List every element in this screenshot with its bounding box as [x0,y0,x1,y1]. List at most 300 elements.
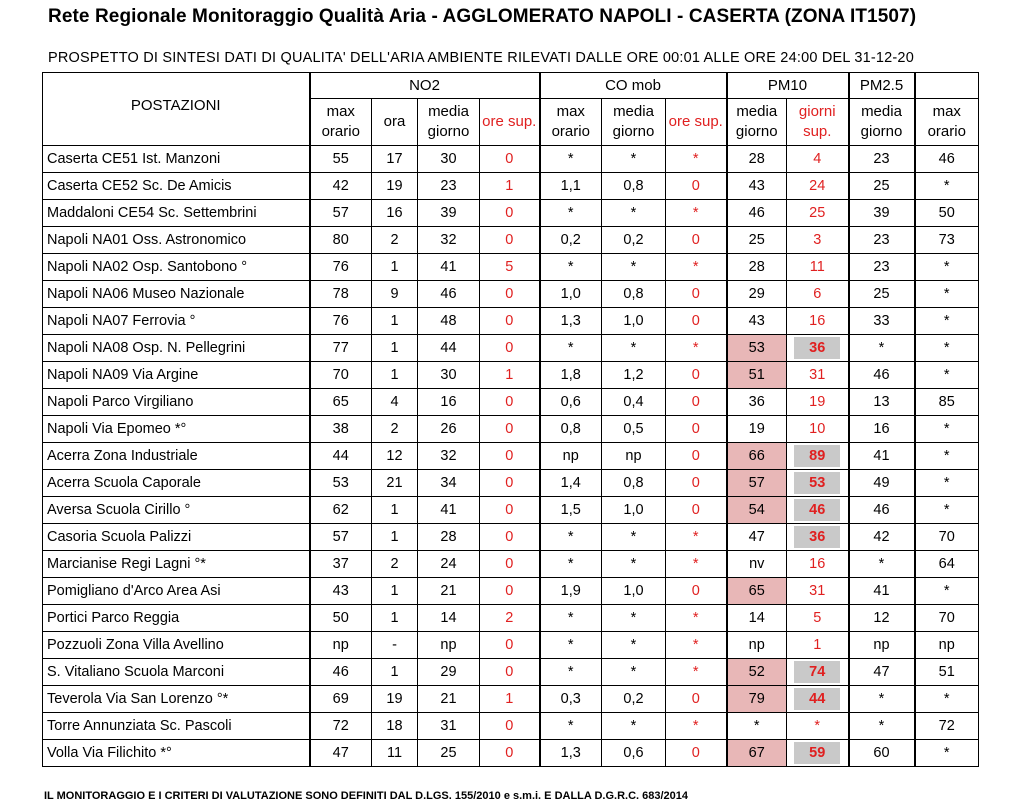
extra-max-orario-cell: * [915,173,979,200]
no2-media-giorno-cell: 30 [418,362,480,389]
no2-media-giorno-cell: 39 [418,200,480,227]
subheader-no2-max-orario: max orario [310,99,372,146]
station-name-cell: Napoli Parco Virgiliano [43,389,310,416]
no2-media-giorno-cell: 26 [418,416,480,443]
subheader-no2-ore-sup: ore sup. [480,99,540,146]
no2-ore-sup-cell: 0 [480,389,540,416]
no2-media-giorno-cell: 41 [418,497,480,524]
no2-ora-cell: 1 [372,578,418,605]
pm10-media-giorno-cell: 51 [727,362,787,389]
subheader-pm10-media-giorno: media giorno [727,99,787,146]
pm10-giorni-sup-cell [787,497,849,524]
pm25-media-giorno-cell: 60 [849,740,915,767]
extra-max-orario-cell: 72 [915,713,979,740]
co-media-giorno-cell: * [602,254,666,281]
extra-max-orario-cell: * [915,578,979,605]
table-row [43,497,979,524]
no2-media-giorno-cell: 30 [418,146,480,173]
station-name-cell: Caserta CE52 Sc. De Amicis [43,173,310,200]
station-name-cell: Napoli NA07 Ferrovia ° [43,308,310,335]
co-ore-sup-cell: * [666,632,727,659]
pm10-giorni-sup-highlight: 44 [794,688,840,710]
no2-ore-sup-cell: 0 [480,227,540,254]
co-media-giorno-cell: * [602,632,666,659]
group-header-co-mob: CO mob [540,73,727,99]
postazioni-header: POSTAZIONI [43,73,310,146]
co-media-giorno-cell: 1,2 [602,362,666,389]
no2-max-orario-cell: 78 [310,281,372,308]
pm10-media-giorno-cell: 43 [727,173,787,200]
station-name-cell: Casoria Scuola Palizzi [43,524,310,551]
no2-ore-sup-cell: 0 [480,416,540,443]
co-media-giorno-cell: 0,4 [602,389,666,416]
co-max-orario-cell: * [540,605,602,632]
pm10-giorni-sup-cell: 31 [787,362,849,389]
extra-max-orario-cell: * [915,281,979,308]
table-row [43,308,979,335]
co-max-orario-cell: * [540,659,602,686]
co-max-orario-cell: 1,1 [540,173,602,200]
pm10-media-giorno-cell: 47 [727,524,787,551]
co-media-giorno-cell: 0,8 [602,281,666,308]
no2-max-orario-cell: 44 [310,443,372,470]
station-name-cell: Acerra Zona Industriale [43,443,310,470]
no2-ora-cell: 1 [372,308,418,335]
co-media-giorno-cell: 0,8 [602,470,666,497]
no2-max-orario-cell: 80 [310,227,372,254]
extra-max-orario-cell: * [915,254,979,281]
pm25-media-giorno-cell: 41 [849,443,915,470]
co-ore-sup-cell: * [666,254,727,281]
no2-media-giorno-cell: 24 [418,551,480,578]
no2-media-giorno-cell: np [418,632,480,659]
pm10-media-giorno-cell: 52 [727,659,787,686]
pm25-media-giorno-cell: 12 [849,605,915,632]
pm25-media-giorno-cell: * [849,551,915,578]
co-media-giorno-cell: 0,8 [602,173,666,200]
co-max-orario-cell: * [540,551,602,578]
co-ore-sup-cell: 0 [666,416,727,443]
table-row [43,443,979,470]
station-name-cell: Napoli NA08 Osp. N. Pellegrini [43,335,310,362]
co-ore-sup-cell: 0 [666,578,727,605]
no2-media-giorno-cell: 32 [418,227,480,254]
no2-ore-sup-cell: 0 [480,281,540,308]
no2-ore-sup-cell: 0 [480,740,540,767]
co-media-giorno-cell: * [602,659,666,686]
pm25-media-giorno-cell: * [849,686,915,713]
co-media-giorno-cell: * [602,605,666,632]
no2-max-orario-cell: 70 [310,362,372,389]
no2-media-giorno-cell: 25 [418,740,480,767]
pm10-giorni-sup-cell [787,443,849,470]
no2-ora-cell: 16 [372,200,418,227]
pm10-media-giorno-cell: 57 [727,470,787,497]
table-row [43,254,979,281]
table-row [43,227,979,254]
pm10-giorni-sup-cell: 10 [787,416,849,443]
extra-max-orario-cell: * [915,416,979,443]
pm10-media-giorno-cell: 65 [727,578,787,605]
pm10-giorni-sup-highlight: 59 [794,742,840,764]
pm10-media-giorno-cell: 54 [727,497,787,524]
station-name-cell: Marcianise Regi Lagni °* [43,551,310,578]
no2-media-giorno-cell: 41 [418,254,480,281]
extra-max-orario-cell: * [915,470,979,497]
table-row [43,200,979,227]
subheader-co-max-orario: max orario [540,99,602,146]
pm10-giorni-sup-highlight: 74 [794,661,840,683]
no2-ora-cell: 11 [372,740,418,767]
no2-ore-sup-cell: 0 [480,551,540,578]
co-max-orario-cell: 1,0 [540,281,602,308]
table-row [43,605,979,632]
station-name-cell: Caserta CE51 Ist. Manzoni [43,146,310,173]
co-media-giorno-cell: 0,2 [602,686,666,713]
no2-media-giorno-cell: 21 [418,578,480,605]
pm10-media-giorno-cell: 25 [727,227,787,254]
pm10-giorni-sup-cell: 6 [787,281,849,308]
table-row [43,713,979,740]
table-row [43,740,979,767]
pm10-media-giorno-cell: 28 [727,254,787,281]
extra-max-orario-cell: * [915,335,979,362]
table-row [43,362,979,389]
table-row [43,632,979,659]
air-quality-table [42,72,979,767]
pm25-media-giorno-cell: 23 [849,254,915,281]
extra-max-orario-cell: * [915,497,979,524]
no2-ora-cell: 18 [372,713,418,740]
station-name-cell: Pomigliano d'Arco Area Asi [43,578,310,605]
pm25-media-giorno-cell: 41 [849,578,915,605]
report-title: Rete Regionale Monitoraggio Qualità Aria - AGGLOMERATO NAPOLI - CASERTA (ZONA IT1507) [48,6,917,27]
pm25-media-giorno-cell: 42 [849,524,915,551]
no2-max-orario-cell: 43 [310,578,372,605]
pm10-giorni-sup-cell [787,686,849,713]
co-ore-sup-cell: 0 [666,443,727,470]
pm10-giorni-sup-cell: * [787,713,849,740]
no2-ore-sup-cell: 0 [480,335,540,362]
pm10-media-giorno-cell: 46 [727,200,787,227]
pm25-media-giorno-cell: 33 [849,308,915,335]
pm10-media-giorno-cell: 14 [727,605,787,632]
no2-ora-cell: 1 [372,335,418,362]
no2-max-orario-cell: 38 [310,416,372,443]
pm10-giorni-sup-cell: 25 [787,200,849,227]
no2-max-orario-cell: np [310,632,372,659]
no2-media-giorno-cell: 29 [418,659,480,686]
no2-media-giorno-cell: 21 [418,686,480,713]
no2-max-orario-cell: 53 [310,470,372,497]
station-name-cell: Acerra Scuola Caporale [43,470,310,497]
extra-max-orario-cell: * [915,686,979,713]
pm25-media-giorno-cell: 46 [849,362,915,389]
pm10-giorni-sup-cell [787,740,849,767]
co-max-orario-cell: * [540,146,602,173]
co-media-giorno-cell: np [602,443,666,470]
table-row [43,416,979,443]
co-ore-sup-cell: * [666,605,727,632]
no2-ore-sup-cell: 0 [480,146,540,173]
no2-media-giorno-cell: 31 [418,713,480,740]
no2-ore-sup-cell: 0 [480,200,540,227]
extra-max-orario-cell: 85 [915,389,979,416]
no2-max-orario-cell: 77 [310,335,372,362]
no2-ora-cell: - [372,632,418,659]
no2-max-orario-cell: 76 [310,308,372,335]
co-media-giorno-cell: 0,6 [602,740,666,767]
co-media-giorno-cell: * [602,146,666,173]
pm25-media-giorno-cell: 47 [849,659,915,686]
table-row [43,659,979,686]
subheader-co-media-giorno: media giorno [602,99,666,146]
station-name-cell: Teverola Via San Lorenzo °* [43,686,310,713]
co-ore-sup-cell: * [666,200,727,227]
pm25-media-giorno-cell: 49 [849,470,915,497]
co-max-orario-cell: 1,3 [540,740,602,767]
co-ore-sup-cell: 0 [666,173,727,200]
pm25-media-giorno-cell: 25 [849,173,915,200]
no2-max-orario-cell: 57 [310,524,372,551]
no2-media-giorno-cell: 16 [418,389,480,416]
extra-max-orario-cell: * [915,362,979,389]
co-media-giorno-cell: 1,0 [602,497,666,524]
no2-media-giorno-cell: 28 [418,524,480,551]
pm10-giorni-sup-highlight: 89 [794,445,840,467]
no2-ore-sup-cell: 0 [480,659,540,686]
station-name-cell: Napoli NA06 Museo Nazionale [43,281,310,308]
no2-ore-sup-cell: 1 [480,686,540,713]
table-row [43,578,979,605]
pm10-giorni-sup-highlight: 36 [794,526,840,548]
co-max-orario-cell: 0,3 [540,686,602,713]
co-ore-sup-cell: 0 [666,497,727,524]
no2-ore-sup-cell: 1 [480,173,540,200]
pm25-media-giorno-cell: 13 [849,389,915,416]
co-max-orario-cell: 1,5 [540,497,602,524]
co-media-giorno-cell: 1,0 [602,308,666,335]
no2-ore-sup-cell: 0 [480,443,540,470]
pm25-media-giorno-cell: 25 [849,281,915,308]
footer-note: IL MONITORAGGIO E I CRITERI DI VALUTAZIONE SONO DEFINITI DAL D.LGS. 155/2010 e s.m.i. E DALLA D.G.R.C. 683/2014 [44,790,689,802]
no2-ora-cell: 12 [372,443,418,470]
pm10-media-giorno-cell: 53 [727,335,787,362]
no2-ore-sup-cell: 1 [480,362,540,389]
pm10-giorni-sup-cell: 1 [787,632,849,659]
station-name-cell: Napoli Via Epomeo *° [43,416,310,443]
co-max-orario-cell: 0,8 [540,416,602,443]
no2-ora-cell: 1 [372,362,418,389]
pm10-media-giorno-cell: 29 [727,281,787,308]
co-ore-sup-cell: 0 [666,308,727,335]
subheader-extra-max-orario: max orario [915,99,979,146]
station-name-cell: Volla Via Filichito *° [43,740,310,767]
no2-media-giorno-cell: 46 [418,281,480,308]
pm10-giorni-sup-cell: 5 [787,605,849,632]
pm10-media-giorno-cell: 43 [727,308,787,335]
pm10-giorni-sup-cell: 11 [787,254,849,281]
co-media-giorno-cell: * [602,200,666,227]
co-max-orario-cell: 1,3 [540,308,602,335]
extra-max-orario-cell: * [915,740,979,767]
table-row [43,551,979,578]
co-ore-sup-cell: 0 [666,686,727,713]
no2-media-giorno-cell: 32 [418,443,480,470]
no2-ora-cell: 1 [372,254,418,281]
table-row [43,335,979,362]
table-row [43,524,979,551]
no2-max-orario-cell: 76 [310,254,372,281]
pm10-giorni-sup-highlight: 53 [794,472,840,494]
no2-media-giorno-cell: 44 [418,335,480,362]
no2-ore-sup-cell: 0 [480,524,540,551]
subheader-no2-ora: ora [372,99,418,146]
no2-ore-sup-cell: 0 [480,308,540,335]
table-row [43,686,979,713]
no2-max-orario-cell: 47 [310,740,372,767]
station-name-cell: Aversa Scuola Cirillo ° [43,497,310,524]
co-media-giorno-cell: * [602,713,666,740]
extra-max-orario-cell: * [915,308,979,335]
station-name-cell: Napoli NA09 Via Argine [43,362,310,389]
group-header-pm25: PM2.5 [849,73,915,99]
pm10-media-giorno-cell: nv [727,551,787,578]
no2-max-orario-cell: 55 [310,146,372,173]
extra-max-orario-cell: 64 [915,551,979,578]
report-subtitle: PROSPETTO DI SINTESI DATI DI QUALITA' DELL'ARIA AMBIENTE RILEVATI DALLE ORE 00:01 ALLE ORE 24:00 DEL 31-12-20 [48,50,914,66]
pm10-giorni-sup-cell: 31 [787,578,849,605]
co-max-orario-cell: 1,8 [540,362,602,389]
co-ore-sup-cell: 0 [666,389,727,416]
no2-max-orario-cell: 50 [310,605,372,632]
extra-max-orario-cell: 46 [915,146,979,173]
no2-max-orario-cell: 62 [310,497,372,524]
co-ore-sup-cell: * [666,524,727,551]
station-name-cell: Torre Annunziata Sc. Pascoli [43,713,310,740]
extra-max-orario-cell: 70 [915,605,979,632]
pm10-media-giorno-cell: 36 [727,389,787,416]
pm10-giorni-sup-cell [787,524,849,551]
table-row [43,281,979,308]
co-max-orario-cell: * [540,713,602,740]
co-media-giorno-cell: * [602,524,666,551]
extra-max-orario-cell: * [915,443,979,470]
no2-max-orario-cell: 72 [310,713,372,740]
no2-max-orario-cell: 37 [310,551,372,578]
no2-max-orario-cell: 65 [310,389,372,416]
no2-max-orario-cell: 57 [310,200,372,227]
no2-max-orario-cell: 46 [310,659,372,686]
no2-ora-cell: 4 [372,389,418,416]
pm10-giorni-sup-cell: 16 [787,308,849,335]
co-ore-sup-cell: * [666,713,727,740]
no2-ora-cell: 1 [372,659,418,686]
pm10-giorni-sup-cell: 16 [787,551,849,578]
no2-media-giorno-cell: 14 [418,605,480,632]
pm10-media-giorno-cell: 28 [727,146,787,173]
pm10-media-giorno-cell: 66 [727,443,787,470]
co-media-giorno-cell: 0,2 [602,227,666,254]
co-media-giorno-cell: * [602,551,666,578]
pm25-media-giorno-cell: 39 [849,200,915,227]
co-media-giorno-cell: * [602,335,666,362]
table-row [43,470,979,497]
no2-ora-cell: 1 [372,497,418,524]
pm10-giorni-sup-cell: 3 [787,227,849,254]
no2-max-orario-cell: 42 [310,173,372,200]
subheader-co-ore-sup: ore sup. [666,99,727,146]
co-max-orario-cell: np [540,443,602,470]
station-name-cell: Pozzuoli Zona Villa Avellino [43,632,310,659]
co-max-orario-cell: 1,9 [540,578,602,605]
table-row [43,389,979,416]
co-max-orario-cell: 0,2 [540,227,602,254]
extra-max-orario-cell: 51 [915,659,979,686]
pm10-giorni-sup-cell [787,659,849,686]
co-ore-sup-cell: * [666,659,727,686]
no2-ore-sup-cell: 0 [480,470,540,497]
no2-ore-sup-cell: 2 [480,605,540,632]
no2-ora-cell: 9 [372,281,418,308]
co-ore-sup-cell: 0 [666,227,727,254]
extra-max-orario-cell: 50 [915,200,979,227]
extra-max-orario-cell: 73 [915,227,979,254]
co-max-orario-cell: 0,6 [540,389,602,416]
co-media-giorno-cell: 1,0 [602,578,666,605]
pm10-giorni-sup-cell [787,335,849,362]
no2-ora-cell: 21 [372,470,418,497]
pm25-media-giorno-cell: * [849,713,915,740]
no2-ora-cell: 17 [372,146,418,173]
co-ore-sup-cell: 0 [666,362,727,389]
pm25-media-giorno-cell: 23 [849,227,915,254]
no2-ora-cell: 2 [372,416,418,443]
co-max-orario-cell: * [540,524,602,551]
station-name-cell: S. Vitaliano Scuola Marconi [43,659,310,686]
pm10-media-giorno-cell: * [727,713,787,740]
pm10-giorni-sup-cell: 24 [787,173,849,200]
pm10-giorni-sup-highlight: 36 [794,337,840,359]
pm10-giorni-sup-highlight: 46 [794,499,840,521]
station-name-cell: Napoli NA02 Osp. Santobono ° [43,254,310,281]
pm10-media-giorno-cell: np [727,632,787,659]
co-ore-sup-cell: * [666,335,727,362]
subheader-pm10-giorni-sup: giorni sup. [787,99,849,146]
group-header-no2: NO2 [310,73,540,99]
pm10-giorni-sup-cell: 19 [787,389,849,416]
extra-max-orario-cell: 70 [915,524,979,551]
co-media-giorno-cell: 0,5 [602,416,666,443]
no2-ore-sup-cell: 0 [480,497,540,524]
group-header-pm10: PM10 [727,73,849,99]
no2-max-orario-cell: 69 [310,686,372,713]
co-ore-sup-cell: 0 [666,740,727,767]
no2-ora-cell: 2 [372,227,418,254]
no2-ora-cell: 2 [372,551,418,578]
co-ore-sup-cell: * [666,551,727,578]
no2-ore-sup-cell: 5 [480,254,540,281]
no2-ora-cell: 1 [372,605,418,632]
no2-ore-sup-cell: 0 [480,578,540,605]
no2-ora-cell: 19 [372,173,418,200]
group-header-extra [915,73,979,99]
no2-media-giorno-cell: 48 [418,308,480,335]
pm10-media-giorno-cell: 79 [727,686,787,713]
subheader-pm25-media-giorno: media giorno [849,99,915,146]
co-max-orario-cell: * [540,254,602,281]
station-name-cell: Napoli NA01 Oss. Astronomico [43,227,310,254]
